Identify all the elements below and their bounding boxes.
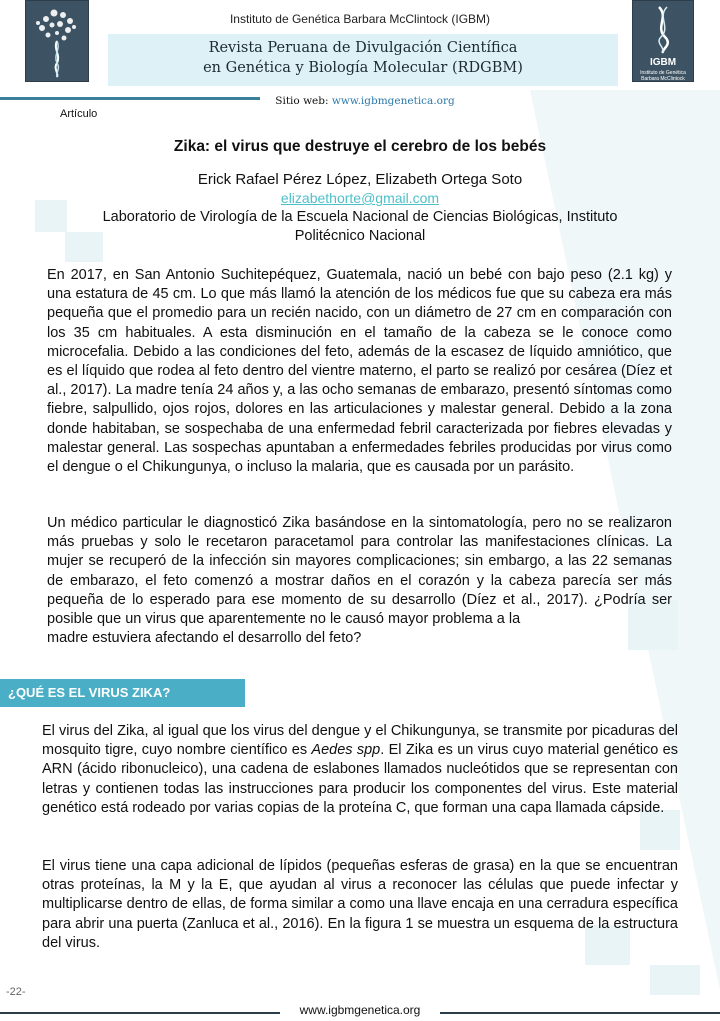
article-type: Artículo: [60, 108, 98, 120]
journal-title-line1: Revista Peruana de Divulgación Científica: [208, 40, 518, 56]
igbm-dna-logo: [632, 0, 694, 82]
footer-divider-right: [440, 1012, 720, 1014]
journal-title-line2: en Genética y Biología Molecular (RDGBM): [203, 60, 523, 76]
paragraph-2-main: Un médico particular le diagnosticó Zika basándose en la sintomatología, pero no se realizaron más pruebas y solo le recetaron paracetamol para controlar las manifestaciones clínicas. La mujer se recuperó de la infección sin mayores complicaciones; sin embargo, a las 22 semanas de embarazo, el feto comenzó a mostrar daños en el corazón y la cabeza parecía ser más pequeña de lo esperado para ese momento de su desarrollo (Díez et al., 2017). ¿Podría ser posible que un virus que aparentemente no le causó mayor problema a la: [47, 515, 672, 628]
footer-divider-left: [0, 1012, 280, 1014]
article-title: Zika: el virus que destruye el cerebro de los bebés: [173, 138, 547, 155]
dna-icon: [633, 1, 693, 55]
author-affiliation: Laboratorio de Virología de la Escuela Nacional de Ciencias Biológicas, Instituto Politécnico Nacional: [102, 209, 618, 244]
paragraph-1: En 2017, en San Antonio Suchitepéquez, Guatemala, nació un bebé con bajo peso (2.1 kg) y una estatura de 45 cm. Lo que más llamó la atención de los médicos fue que su cabeza era más pequeña que el promedio para un recién nacido, con un diámetro de 27 cm en comparación con los 35 cm habituales. A esta disminución en el tamaño de la cabeza se le conoce como microcefalia. Debido a las condiciones del feto, además de la escasez de líquido amniótico, que es el líquido que rodea al feto dentro del vientre materno, el parto se realizó por cesárea (Díez et al., 2017). La madre tenía 24 años y, a las ocho semanas de embarazo, presentó síntomas como fiebre, salpullido, ojos rojos, dolores en las articulaciones y malestar general. Debido a la zona donde habitaban, se sospechaba de una enfermedad febril caracterizada por fiebres elevadas y malestar general. Las sospechas apuntaban a enfermedades febriles producidas por virus como el dengue o el Chikungunya, o incluso la malaria, que es causada por un parásito.: [47, 267, 672, 476]
page-number: -22-: [6, 986, 26, 998]
institute-name: Instituto de Genética Barbara McClintock (IGBM): [229, 12, 491, 26]
article-authors: Erick Rafael Pérez López, Elizabeth Ortega Soto: [197, 171, 523, 188]
igbm-tree-logo: [25, 0, 89, 82]
website-label: Sitio web:: [275, 95, 332, 107]
author-email-link[interactable]: elizabethorte@gmail.com: [280, 190, 440, 206]
paragraph-2-tail: madre estuviera afectando el desarrollo del feto?: [47, 630, 362, 647]
paragraph-3: [42, 722, 678, 818]
section-title: ¿QUÉ ES EL VIRUS ZIKA?: [8, 685, 171, 700]
logo-subtext: Instituto de Genética Barbara McClintock: [640, 70, 686, 82]
background-square: [650, 965, 700, 995]
journal-title: [108, 38, 618, 78]
website-line: [200, 95, 530, 107]
paragraph-2: [47, 514, 672, 648]
species-name: Aedes spp: [311, 742, 381, 759]
footer-website-link[interactable]: www.igbmgenetica.org: [299, 1003, 421, 1017]
paragraph-4: El virus tiene una capa adicional de lípidos (pequeñas esferas de grasa) en la que se encuentran otras proteínas, la M y la E, que ayudan al virus a reconocer las células que puede infectar y multiplicarse dentro de ellas, de forma similar a como una llave encaja en una cerradura específica para abrir una puerta (Zanluca et al., 2016). En la figura 1 se muestra un esquema de la estructura del virus.: [42, 858, 678, 951]
logo-text: IGBM: [649, 57, 677, 68]
paragraph-3-a: El virus del Zika, al igual que los virus del dengue y el Chikungunya, se transmite por picaduras del mosquito tigre, cuyo nombre científico es: [42, 723, 678, 759]
paragraph-3-b: . El Zika es un virus cuyo material genético es ARN (ácido ribonucleico), una cadena de eslabones llamados nucleótidos que se representan con letras y contienen todas las instrucciones para producir los componentes del virus. Este material genético está rodeado por varias copias de la proteína C, que forman una capa llamada cápside.: [42, 742, 678, 816]
website-link[interactable]: www.igbmgenetica.org: [331, 95, 455, 107]
